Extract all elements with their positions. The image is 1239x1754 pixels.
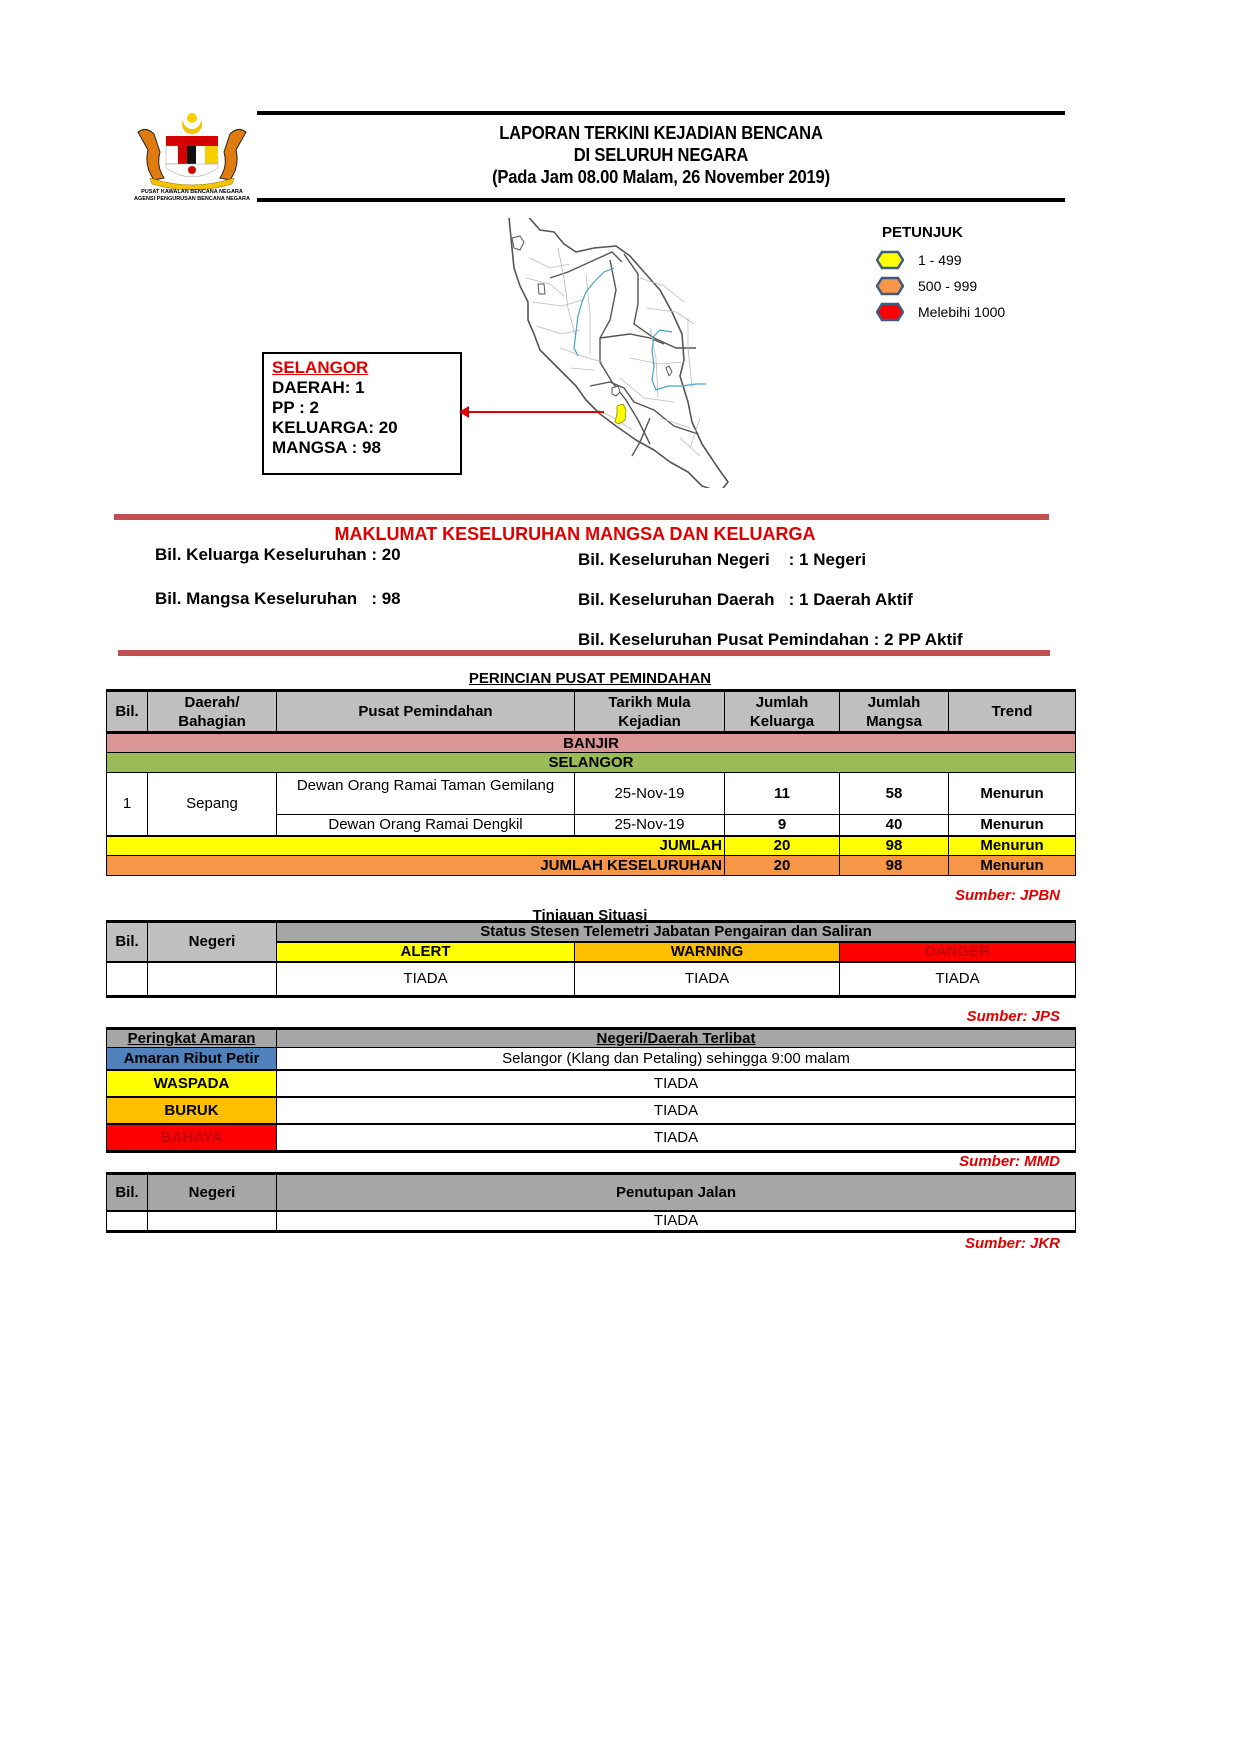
table-row xyxy=(107,773,1076,815)
row-bil: 1 xyxy=(107,773,148,836)
row-trend: Menurun xyxy=(949,773,1076,815)
legend-title: PETUNJUK xyxy=(882,224,963,241)
subtotal-trend: Menurun xyxy=(949,836,1076,856)
subtotal-families: 20 xyxy=(725,836,840,856)
table-row xyxy=(107,962,1076,997)
col-header-bil: Bil. xyxy=(107,1174,148,1211)
row-evac-centre: Dewan Orang Ramai Taman Gemilang xyxy=(277,773,575,815)
title-line-2: DI SELURUH NEGARA xyxy=(573,145,749,165)
warnings-header-row xyxy=(107,1029,1076,1048)
row-district: Sepang xyxy=(148,773,277,836)
legend-label: 1 - 499 xyxy=(918,252,962,268)
warning-row xyxy=(107,1124,1076,1152)
warning-level-buruk: BURUK xyxy=(107,1097,277,1124)
road-closures-table xyxy=(106,1172,1076,1233)
warning-value: Selangor (Klang dan Petaling) sehingga 9:00 malam xyxy=(277,1048,1076,1070)
summary-total-evac-centres: Bil. Keseluruhan Pusat Pemindahan : 2 PP Aktif xyxy=(578,630,963,649)
warning-level-thunderstorm: Amaran Ribut Petir xyxy=(107,1048,277,1070)
summary-total-districts: Bil. Keseluruhan Daerah : 1 Daerah Aktif xyxy=(578,590,913,609)
title-line-3: (Pada Jam 08.00 Malam, 26 November 2019) xyxy=(492,167,830,187)
row-victims: 40 xyxy=(840,815,949,836)
level-danger: DANGER xyxy=(840,942,1076,962)
warning-value: TIADA xyxy=(277,1097,1076,1124)
warning-row xyxy=(107,1070,1076,1097)
warning-level-waspada: WASPADA xyxy=(107,1070,277,1097)
col-header-daerah: Daerah/ Bahagian xyxy=(148,691,277,733)
row-negeri xyxy=(148,962,277,997)
evacuation-centres-table xyxy=(106,689,1076,876)
grand-total-row xyxy=(107,856,1076,876)
state-name: SELANGOR xyxy=(107,753,1076,773)
telemetry-header: Status Stesen Telemetri Jabatan Pengairan dan Saliran xyxy=(277,922,1076,942)
row-bil xyxy=(107,962,148,997)
row-date: 25-Nov-19 xyxy=(575,815,725,836)
col-header-areas: Negeri/Daerah Terlibat xyxy=(277,1029,1076,1048)
legend-item xyxy=(876,273,1076,299)
logo-caption-line1: PUSAT KAWALAN BENCANA NEGARA xyxy=(141,189,243,195)
col-header-negeri: Negeri xyxy=(148,922,277,962)
telemetry-caption: Tinjauan Situasi xyxy=(532,907,648,924)
hexagon-orange-icon xyxy=(876,276,904,296)
warning-value: TIADA xyxy=(277,1124,1076,1152)
row-negeri xyxy=(148,1211,277,1232)
source-jpbn: Sumber: JPBN xyxy=(954,887,1060,904)
summary-title-text: MAKLUMAT KESELURUHAN MANGSA DAN KELUARGA xyxy=(334,524,816,544)
hexagon-red-icon xyxy=(876,302,904,322)
summary-rule-top xyxy=(114,514,1049,520)
title-line-1: LAPORAN TERKINI KEJADIAN BENCANA xyxy=(499,123,823,143)
summary-total-states: Bil. Keseluruhan Negeri : 1 Negeri xyxy=(578,550,867,569)
row-trend: Menurun xyxy=(949,815,1076,836)
callout-state: SELANGOR xyxy=(272,358,369,377)
warning-row xyxy=(107,1048,1076,1070)
evacuation-caption: PERINCIAN PUSAT PEMINDAHAN xyxy=(468,670,712,687)
roads-header-row xyxy=(107,1174,1076,1211)
disaster-type: BANJIR xyxy=(107,733,1076,753)
callout-daerah: DAERAH: 1 xyxy=(272,378,365,397)
header-rule-top xyxy=(257,111,1065,115)
col-header-road-closures: Penutupan Jalan xyxy=(277,1174,1076,1211)
grand-total-families: 20 xyxy=(725,856,840,876)
table-row xyxy=(107,1211,1076,1232)
row-families: 9 xyxy=(725,815,840,836)
row-alert: TIADA xyxy=(277,962,575,997)
logo-caption xyxy=(120,189,264,203)
logo-caption-line2: AGENSI PENGURUSAN BENCANA NEGARA xyxy=(134,196,250,202)
col-header-negeri: Negeri xyxy=(148,1174,277,1211)
telemetry-status-table xyxy=(106,920,1076,998)
row-families: 11 xyxy=(725,773,840,815)
table-header-row xyxy=(107,691,1076,733)
row-danger: TIADA xyxy=(840,962,1076,997)
legend-item xyxy=(876,299,1076,325)
col-header-keluarga: Jumlah Keluarga xyxy=(725,691,840,733)
legend-item xyxy=(876,247,1076,273)
page-title xyxy=(257,122,1065,188)
telemetry-header-row xyxy=(107,922,1076,942)
summary-rule-bottom xyxy=(118,650,1050,656)
subtotal-label: JUMLAH xyxy=(107,836,725,856)
col-header-pusat: Pusat Pemindahan xyxy=(277,691,575,733)
source-jkr: Sumber: JKR xyxy=(964,1235,1060,1252)
callout-pp: PP : 2 xyxy=(272,398,319,417)
arrow-left-icon xyxy=(459,406,469,418)
grand-total-label: JUMLAH KESELURUHAN xyxy=(107,856,725,876)
legend-label: Melebihi 1000 xyxy=(918,304,1006,320)
col-header-trend: Trend xyxy=(949,691,1076,733)
legend-label: 500 - 999 xyxy=(918,278,978,294)
grand-total-trend: Menurun xyxy=(949,856,1076,876)
summary-total-victims: Bil. Mangsa Keseluruhan : 98 xyxy=(155,589,401,608)
summary-total-families: Bil. Keluarga Keseluruhan : 20 xyxy=(155,545,401,564)
callout-keluarga: KELUARGA: 20 xyxy=(272,418,398,437)
source-jps: Sumber: JPS xyxy=(966,1008,1060,1025)
warning-row xyxy=(107,1097,1076,1124)
row-date: 25-Nov-19 xyxy=(575,773,725,815)
map-legend xyxy=(876,224,1076,325)
row-victims: 58 xyxy=(840,773,949,815)
hexagon-yellow-icon xyxy=(876,250,904,270)
source-mmd: Sumber: MMD xyxy=(959,1153,1060,1170)
row-bil xyxy=(107,1211,148,1232)
header-rule-bottom xyxy=(257,198,1065,202)
warning-level-bahaya: BAHAYA xyxy=(107,1124,277,1152)
row-road-closure: TIADA xyxy=(277,1211,1076,1232)
disaster-type-row xyxy=(107,733,1076,753)
col-header-bil: Bil. xyxy=(107,691,148,733)
col-header-level: Peringkat Amaran xyxy=(107,1029,277,1048)
weather-warnings-table xyxy=(106,1027,1076,1153)
level-warning: WARNING xyxy=(575,942,840,962)
callout-arrow-line xyxy=(462,411,604,413)
state-row xyxy=(107,753,1076,773)
peninsular-malaysia-map xyxy=(500,218,760,488)
state-callout-box xyxy=(262,352,462,475)
col-header-bil: Bil. xyxy=(107,922,148,962)
subtotal-victims: 98 xyxy=(840,836,949,856)
subtotal-row xyxy=(107,836,1076,856)
summary-title xyxy=(110,524,1060,545)
grand-total-victims: 98 xyxy=(840,856,949,876)
level-alert: ALERT xyxy=(277,942,575,962)
row-warning: TIADA xyxy=(575,962,840,997)
warning-value: TIADA xyxy=(277,1070,1076,1097)
row-evac-centre: Dewan Orang Ramai Dengkil xyxy=(277,815,575,836)
col-header-mangsa: Jumlah Mangsa xyxy=(840,691,949,733)
callout-mangsa: MANGSA : 98 xyxy=(272,438,381,457)
col-header-tarikh: Tarikh Mula Kejadian xyxy=(575,691,725,733)
